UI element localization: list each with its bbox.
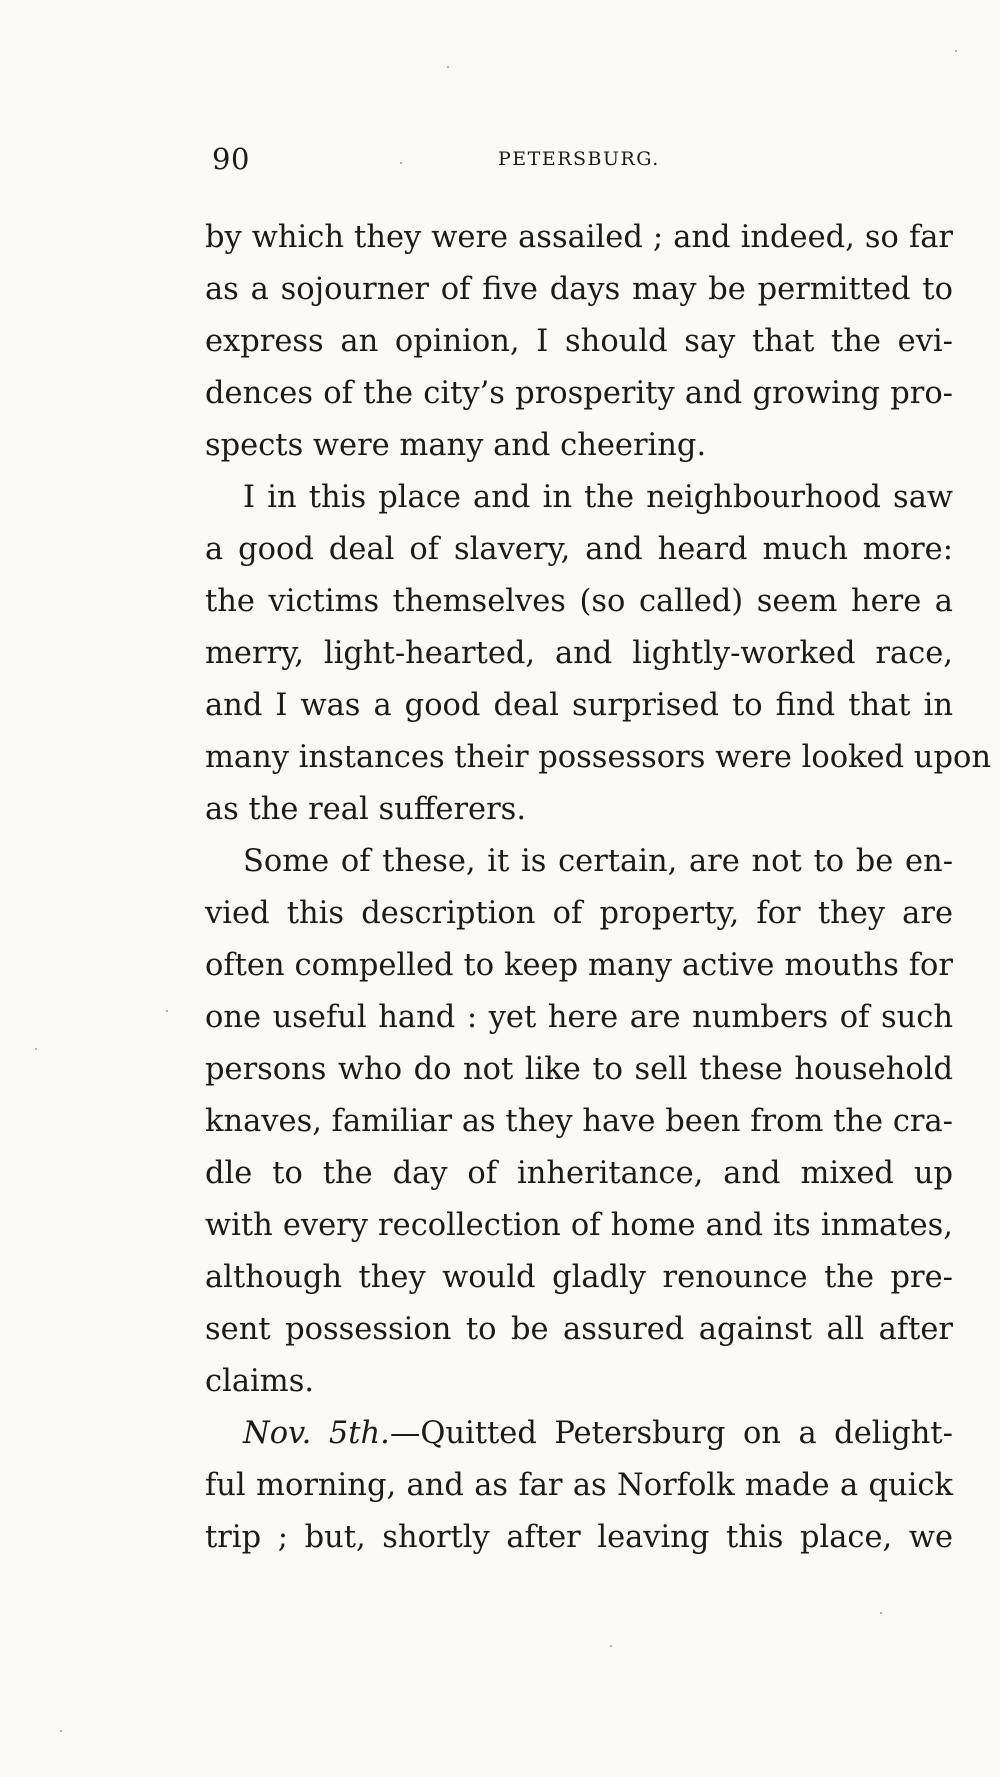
text-line: ful morning, and as far as Norfolk made a quick <box>205 1468 953 1503</box>
text-line: vied this description of property, for they are <box>205 896 953 931</box>
paragraph <box>205 212 953 472</box>
text-line: many instances their possessors were looked upon <box>205 740 991 775</box>
text-line: persons who do not like to sell these household <box>205 1052 953 1087</box>
text-line: spects were many and cheering. <box>205 428 707 463</box>
text-line: Some of these, it is certain, are not to be en- <box>243 844 953 879</box>
text-line: although they would gladly renounce the pre- <box>205 1260 953 1295</box>
paper-speck <box>955 50 957 52</box>
body-text <box>205 212 991 1564</box>
text-line: as the real sufferers. <box>205 792 527 827</box>
paragraph <box>205 836 953 1408</box>
text-line: as a sojourner of five days may be permitted to <box>205 272 953 307</box>
text-line: sent possession to be assured against all after <box>205 1312 953 1347</box>
paper-speck <box>610 1645 612 1647</box>
text-line: I in this place and in the neighbourhood saw <box>243 480 953 515</box>
text-line: trip ; but, shortly after leaving this place, we <box>205 1520 953 1555</box>
text-line: the victims themselves (so called) seem here a <box>205 584 953 619</box>
text-line: merry, light-hearted, and lightly-worked race, <box>205 636 953 671</box>
text-line: knaves, familiar as they have been from the cra- <box>205 1104 953 1139</box>
paper-speck <box>447 66 449 68</box>
text-line: claims. <box>205 1364 315 1399</box>
text-line: a good deal of slavery, and heard much more: <box>205 532 953 567</box>
text-line: with every recollection of home and its inmates, <box>205 1208 953 1243</box>
paragraph <box>205 1408 953 1564</box>
paper-speck <box>35 1048 37 1050</box>
text-line: and I was a good deal surprised to find that in <box>205 688 953 723</box>
text-line: dences of the city’s prosperity and growing pro- <box>205 376 953 411</box>
text-line-rest: —Quitted Petersburg on a delight- <box>389 1416 953 1451</box>
paper-speck <box>880 1612 882 1614</box>
paper-speck <box>166 1010 168 1012</box>
text-line: by which they were assailed ; and indeed, so far <box>205 220 953 255</box>
text-line: often compelled to keep many active mouths for <box>205 948 953 983</box>
page-number: 90 <box>212 142 250 176</box>
text-line: express an opinion, I should say that the evi- <box>205 324 953 359</box>
paper-speck <box>400 162 402 164</box>
paragraph <box>205 472 991 836</box>
running-head: PETERSBURG. <box>498 148 660 170</box>
page-header <box>212 142 957 182</box>
text-line <box>205 1408 953 1460</box>
diary-date: Nov. 5th. <box>243 1416 390 1451</box>
text-line: one useful hand : yet here are numbers of such <box>205 1000 953 1035</box>
paper-speck <box>60 1730 62 1732</box>
text-line: dle to the day of inheritance, and mixed up <box>205 1156 953 1191</box>
